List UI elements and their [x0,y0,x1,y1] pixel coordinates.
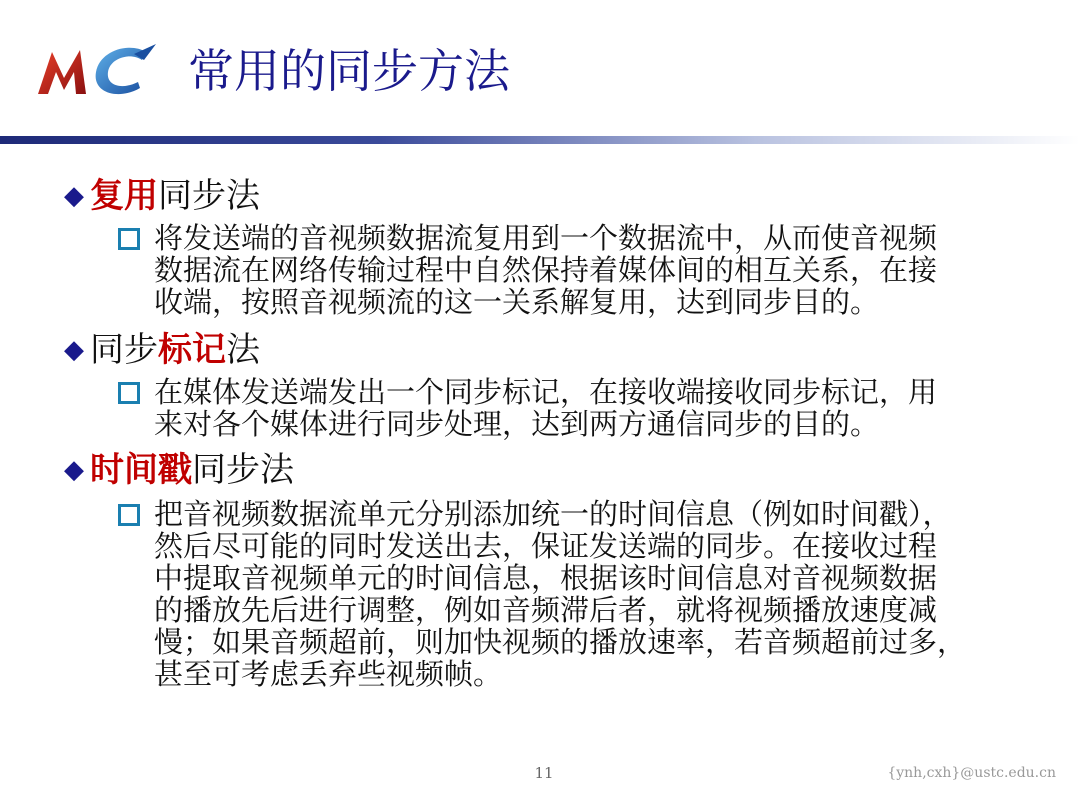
paragraph-line: 甚至可考虑丢弃些视频帧。 [154,657,503,691]
page-number: 11 [534,764,554,782]
slide-title: 常用的同步方法 [188,44,510,98]
heading-rest: 同步法 [158,176,260,216]
paragraph-line: 慢；如果音频超前，则加快视频的播放速率，若音频超前过多， [154,625,967,659]
heading-rest: 法 [226,330,260,370]
paragraph-timestamp [118,498,1048,690]
paragraph-line: 中提取音视频单元的时间信息，根据该时间信息对音视频数据 [154,561,938,595]
paragraph-line: 把音视频数据流单元分别添加统一的时间信息（例如时间戳）， [154,497,952,531]
heading-highlight: 复用 [90,176,158,216]
paragraph-line: 的播放先后进行调整，例如音频滞后者，就将视频播放速度减 [154,593,938,627]
footer-email: {ynh,cxh}@ustc.edu.cn [887,765,1056,781]
paragraph-line: 来对各个媒体进行同步处理，达到两方通信同步的目的。 [154,407,880,441]
paragraph-marker [118,376,1048,440]
title-divider [0,136,1080,144]
square-bullet-icon [118,382,140,404]
square-bullet-icon [118,228,140,250]
diamond-bullet-icon: ◆ [64,181,84,211]
paragraph-line: 在媒体发送端发出一个同步标记，在接收端接收同步标记，用 [154,375,938,409]
diamond-bullet-icon: ◆ [64,335,84,365]
heading-highlight: 时间戳 [90,450,192,490]
mc-logo [34,38,164,104]
diamond-bullet-icon: ◆ [64,455,84,485]
heading-rest: 同步法 [192,450,294,490]
paragraph-line: 数据流在网络传输过程中自然保持着媒体间的相互关系，在接 [154,253,938,287]
section-heading-multiplex [64,176,260,216]
heading-prefix: 同步 [90,330,158,370]
section-heading-timestamp [64,450,294,490]
paragraph-line: 然后尽可能的同时发送出去，保证发送端的同步。在接收过程 [154,529,938,563]
square-bullet-icon [118,504,140,526]
paragraph-multiplex [118,222,1048,318]
section-heading-marker [64,330,260,370]
paragraph-line: 将发送端的音视频数据流复用到一个数据流中，从而使音视频 [154,221,938,255]
paragraph-line: 收端，按照音视频流的这一关系解复用，达到同步目的。 [154,285,880,319]
heading-highlight: 标记 [158,330,226,370]
